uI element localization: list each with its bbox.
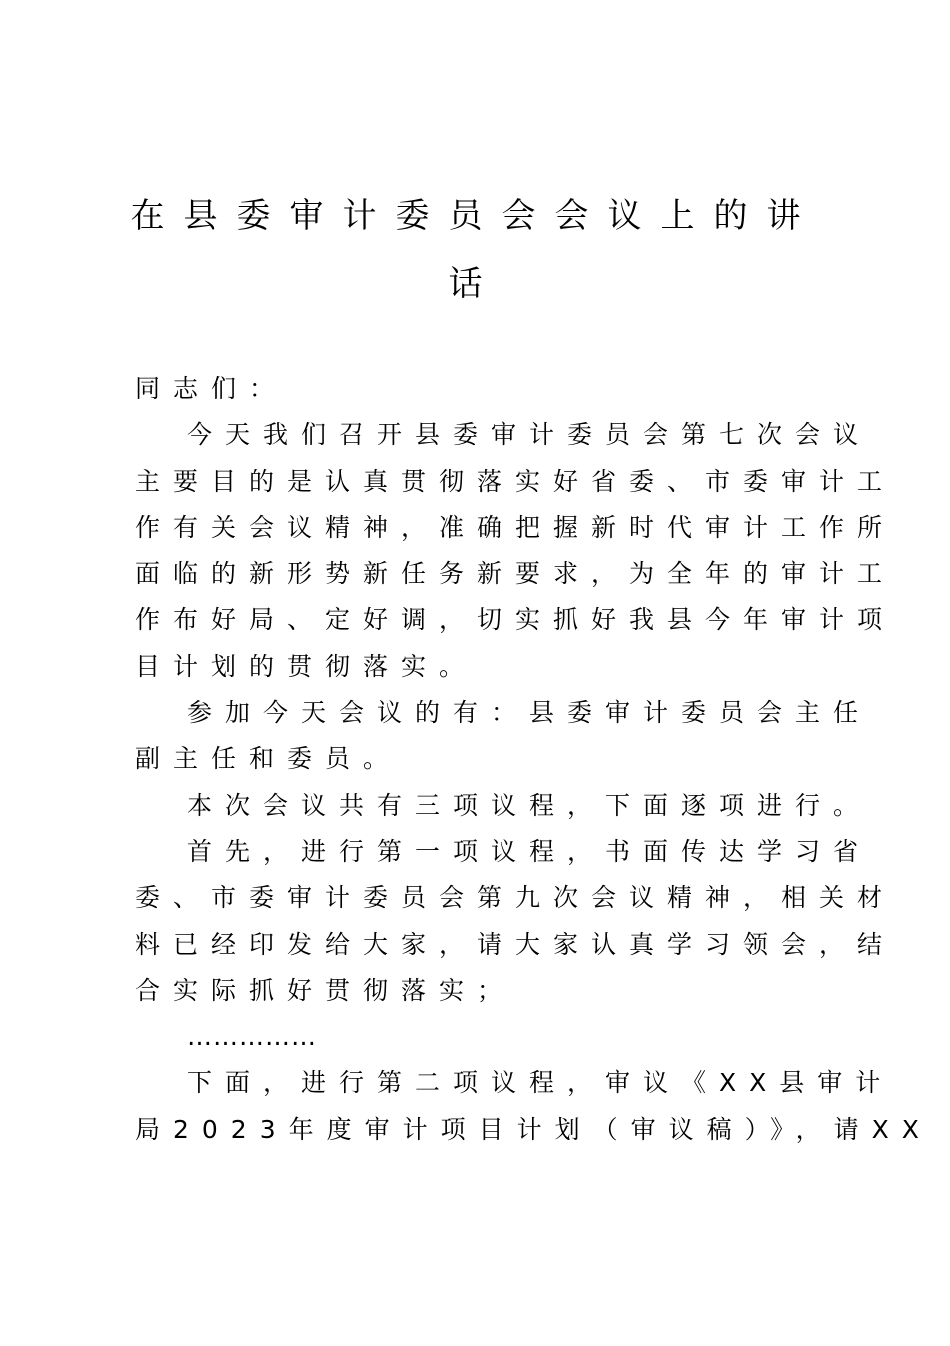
- body-line: 副主任和委员。: [135, 744, 402, 774]
- title-line-1: 在县委审计委员会会议上的讲: [130, 196, 820, 236]
- body-line: 本次会议共有三项议程，下面逐项进行。: [187, 790, 872, 820]
- title-line-2: 话: [448, 264, 502, 304]
- body-line: 合实际抓好贯彻落实；: [135, 975, 516, 1005]
- body-line: 局2023年度审计项目计划（审议稿）》，请XX: [135, 1114, 932, 1144]
- body-line: 参加今天会议的有：县委审计委员会主任: [187, 698, 872, 728]
- document-body: [135, 366, 932, 1153]
- body-line: 料已经印发给大家，请大家认真学习领会，结: [135, 929, 896, 959]
- document-title: [130, 182, 820, 318]
- body-line: 委、市委审计委员会第九次会议精神，相关材: [135, 883, 896, 913]
- body-line: 下面，进行第二项议程，审议《XX县审计: [187, 1068, 894, 1098]
- body-line: 作布好局、定好调，切实抓好我县今年审计项: [135, 605, 896, 635]
- body-line: 作有关会议精神，准确把握新时代审计工作所: [135, 512, 896, 542]
- body-line: 面临的新形势新任务新要求，为全年的审计工: [135, 559, 896, 589]
- body-line: 主要目的是认真贯彻落实好省委、市委审计工: [135, 466, 896, 496]
- ellipsis-line: ……………: [187, 1022, 317, 1052]
- body-line: 首先，进行第一项议程，书面传达学习省: [187, 836, 872, 866]
- body-line: 目计划的贯彻落实。: [135, 651, 478, 681]
- body-line: 同志们：: [135, 374, 288, 403]
- body-line: 今天我们召开县委审计委员会第七次会议: [187, 420, 872, 450]
